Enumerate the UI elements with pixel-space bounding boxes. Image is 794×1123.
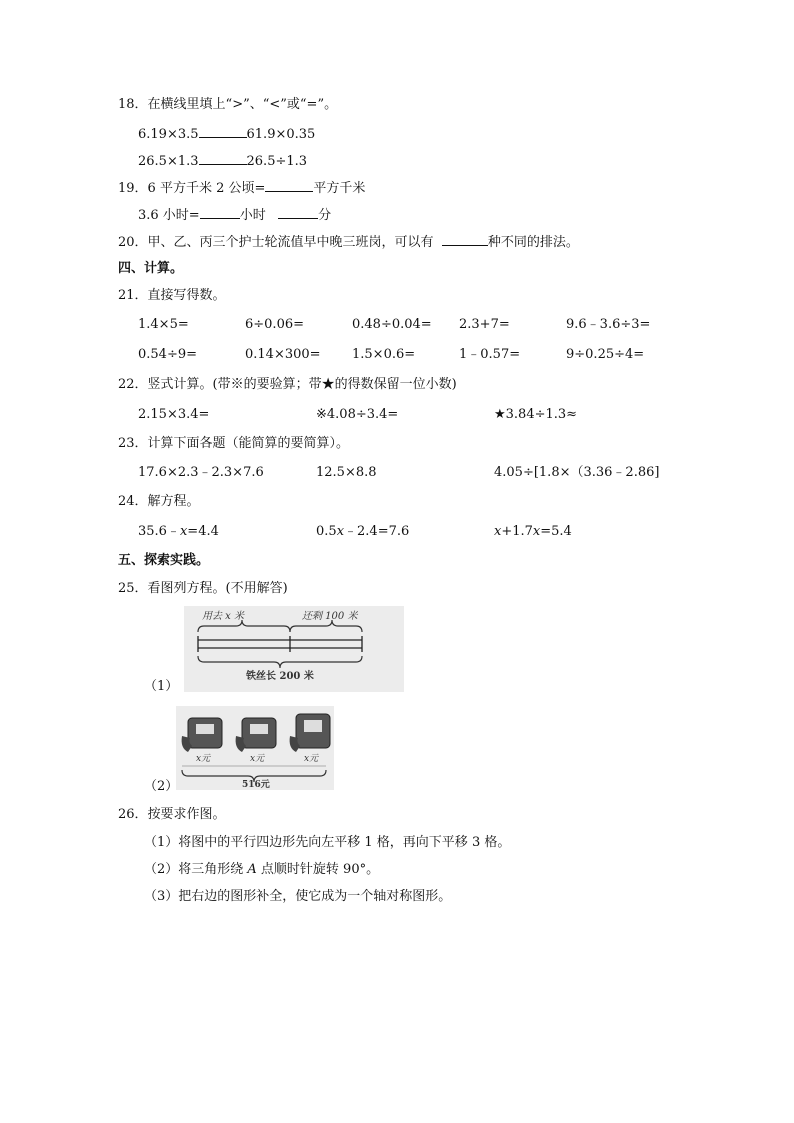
q18-stem: 18．在横线里填上“>”、“<”或“=”。 <box>118 97 338 112</box>
q18-row1-right: 61.9×0.35 <box>246 127 316 142</box>
q20-stem-b: 种不同的排法。 <box>487 235 579 250</box>
q24-eq2-b: ﹣2.4=7.6 <box>344 524 410 539</box>
q25-stem: 25．看图列方程。(不用解答) <box>118 581 288 596</box>
q18-row1-blank[interactable] <box>199 124 247 138</box>
q24-eq3-b: =5.4 <box>540 524 572 539</box>
q24-eq2-a: 0.5 <box>316 524 337 539</box>
q24-eq1-a: 35.6﹣ <box>138 524 180 539</box>
q21-r2-5: 9÷0.25÷4= <box>566 347 645 362</box>
q21-r1-1: 1.4×5= <box>138 317 189 332</box>
q25-figure-2 <box>176 706 334 790</box>
q24-eq-3 <box>494 523 572 541</box>
q22-item-2: ※4.08÷3.4= <box>316 407 399 422</box>
q25-fig2-price-1: x元 <box>196 754 211 764</box>
q25-fig1-total: 铁丝长 200 米 <box>246 671 314 682</box>
q26-sub-3: （3）把右边的图形补全，使它成为一个轴对称图形。 <box>144 889 452 904</box>
q20-stem-a: 20．甲、乙、丙三个护士轮流值早中晚三班岗，可以有 <box>118 235 434 250</box>
q22-stem: 22．竖式计算。(带※的要验算；带★的得数保留一位小数) <box>118 377 457 392</box>
q22-item-3: ★3.84÷1.3≈ <box>494 407 578 422</box>
q26-sub2-a: （2）将三角形绕 <box>144 862 248 877</box>
q18-row2-left: 26.5×1.3 <box>138 154 199 169</box>
q19-blank1[interactable] <box>265 178 313 192</box>
q18-row1 <box>138 124 315 144</box>
telephone-icon-2 <box>236 718 276 752</box>
q25-fig1-left: 还剩 100 米 <box>302 611 358 622</box>
q23-item-2: 12.5×8.8 <box>316 465 377 480</box>
q21-r1-4: 2.3+7= <box>459 317 510 332</box>
q21-stem: 21．直接写得数。 <box>118 288 226 303</box>
q24-eq-2 <box>316 523 409 541</box>
q18-row2-blank[interactable] <box>199 151 247 165</box>
q26-stem: 26．按要求作图。 <box>118 807 226 822</box>
telephone-icon-3 <box>290 714 330 752</box>
q25-figure-1 <box>184 606 404 692</box>
q19-stem <box>118 178 365 198</box>
q21-r1-2: 6÷0.06= <box>245 317 305 332</box>
q21-r2-4: 1﹣0.57= <box>459 347 521 362</box>
q23-item-3: 4.05÷[1.8×（3.36﹣2.86] <box>494 465 660 480</box>
q21-r1-3: 0.48÷0.04= <box>352 317 432 332</box>
q24-stem: 24．解方程。 <box>118 494 200 509</box>
q19-row2-c: 分 <box>318 208 332 223</box>
section4-heading: 四、计算。 <box>118 261 184 276</box>
q24-eq1-x: x <box>179 524 188 539</box>
q24-eq1-b: =4.4 <box>187 524 219 539</box>
q18-row2 <box>138 151 307 171</box>
q24-eq3-x2: x <box>532 524 541 539</box>
q19-blank2[interactable] <box>200 205 240 219</box>
q18-row2-right: 26.5÷1.3 <box>246 154 308 169</box>
q20-stem <box>118 232 579 252</box>
q19-row2-b: 小时 <box>239 208 266 223</box>
q25-fig2-price-2: x元 <box>250 754 265 764</box>
q24-eq-1 <box>138 523 219 541</box>
q24-eq2-x: x <box>336 524 345 539</box>
q26-sub-1: （1）将图中的平行四边形先向左平移 1 格，再向下平移 3 格。 <box>144 835 511 850</box>
q20-blank[interactable] <box>442 232 488 246</box>
q19-row2-a: 3.6 小时= <box>138 208 200 223</box>
q26-sub2-point: A <box>247 862 257 877</box>
q21-r1-5: 9.6﹣3.6÷3= <box>566 317 651 332</box>
q19-blank3[interactable] <box>278 205 318 219</box>
q19-stem-a: 19．6 平方千米 2 公顷= <box>118 181 266 196</box>
q25-label-2: （2） <box>144 779 179 794</box>
q18-row1-left: 6.19×3.5 <box>138 127 199 142</box>
q23-stem: 23．计算下面各题（能简算的要简算）。 <box>118 436 350 451</box>
q24-eq3-a: +1.7 <box>501 524 533 539</box>
q25-fig2-total: 516元 <box>242 780 270 790</box>
q25-label-1: （1） <box>144 679 179 694</box>
q23-item-1: 17.6×2.3﹣2.3×7.6 <box>138 465 264 480</box>
q26-sub-2 <box>144 861 379 879</box>
q25-fig2-price-3: x元 <box>304 754 319 764</box>
q26-sub2-b: 点顺时针旋转 90°。 <box>256 862 380 877</box>
q21-r2-1: 0.54÷9= <box>138 347 198 362</box>
q25-fig1-used: 用去 x 米 <box>202 611 244 622</box>
section5-heading: 五、探索实践。 <box>118 553 210 568</box>
q21-r2-2: 0.14×300= <box>245 347 321 362</box>
q19-row2 <box>138 205 331 225</box>
telephone-icon-1 <box>182 718 222 752</box>
q21-r2-3: 1.5×0.6= <box>352 347 416 362</box>
q19-stem-b: 平方千米 <box>313 181 366 196</box>
q22-item-1: 2.15×3.4= <box>138 407 210 422</box>
q24-eq3-x1: x <box>494 524 502 539</box>
